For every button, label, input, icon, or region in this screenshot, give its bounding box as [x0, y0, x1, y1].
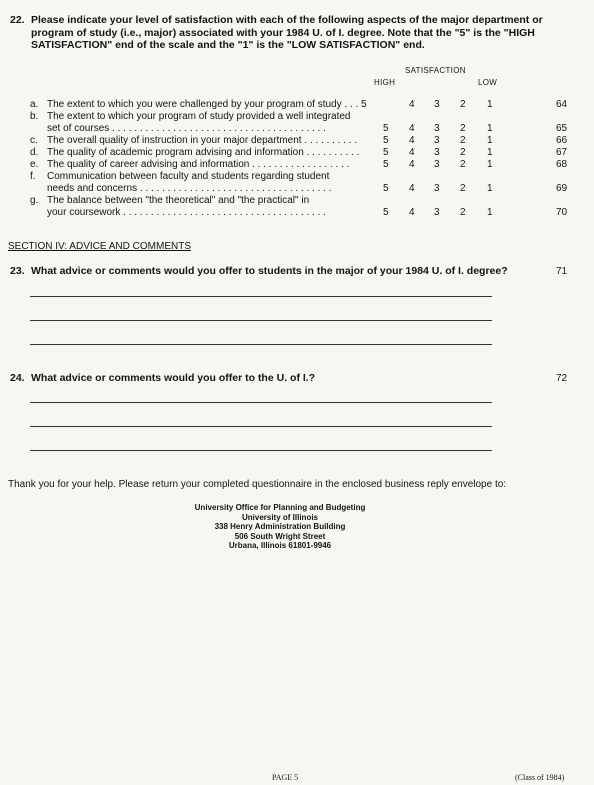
- question-24-number: 24.: [10, 372, 25, 384]
- rating-option-1[interactable]: 1: [487, 159, 493, 170]
- thank-you-text: Thank you for your help. Please return your completed questionnaire in the enclosed business reply envelope to:: [8, 479, 507, 490]
- address-line: 506 South Wright Street: [234, 531, 326, 541]
- item-text: The quality of academic program advising and information . . . . . . . . . .: [47, 147, 360, 158]
- question-24-text: What advice or comments would you offer to the U. of I.?: [31, 372, 316, 384]
- rating-item-g: [0, 195, 594, 206]
- rating-option-4[interactable]: 4: [409, 159, 415, 170]
- item-text: The extent to which you were challenged by your program of study . . . 5: [47, 99, 367, 110]
- item-text: The quality of career advising and information . . . . . . . . . . . . . . . . . .: [47, 159, 350, 170]
- scale-title: SATISFACTION: [405, 66, 466, 75]
- item-letter: e.: [30, 159, 39, 170]
- rating-option-2[interactable]: 2: [460, 159, 466, 170]
- item-text: The extent to which your program of study provided a well integrated: [47, 111, 351, 122]
- address-line: University of Illinois: [241, 512, 318, 522]
- column-code: 67: [556, 147, 568, 158]
- rating-item-b: [0, 111, 594, 122]
- item-letter: g.: [30, 195, 39, 206]
- address-line: Urbana, Illinois 61801-9946: [228, 541, 332, 550]
- question-23-number: 23.: [10, 265, 25, 277]
- item-text: set of courses . . . . . . . . . . . . . . . . . . . . . . . . . . . . . . . . . . . . . . .: [47, 123, 326, 134]
- rating-option-2[interactable]: 2: [460, 99, 466, 110]
- rating-option-3[interactable]: 3: [434, 135, 440, 146]
- rating-option-5[interactable]: 5: [383, 159, 389, 170]
- rating-item-d: [0, 147, 594, 158]
- answer-line-24-2[interactable]: [30, 426, 492, 427]
- rating-option-2[interactable]: 2: [460, 123, 466, 134]
- rating-option-4[interactable]: 4: [409, 183, 415, 194]
- rating-option-1[interactable]: 1: [487, 123, 493, 134]
- rating-option-2[interactable]: 2: [460, 135, 466, 146]
- return-address: [180, 503, 380, 551]
- rating-option-3[interactable]: 3: [434, 207, 440, 218]
- address-line: University Office for Planning and Budgeting: [194, 503, 366, 512]
- rating-item-e: [0, 159, 594, 170]
- item-letter: f.: [30, 171, 36, 182]
- item-letter: b.: [30, 111, 39, 122]
- question-number: 22.: [10, 14, 25, 26]
- rating-option-4[interactable]: 4: [409, 147, 415, 158]
- answer-line-23-3[interactable]: [30, 344, 492, 345]
- rating-item-f: [0, 171, 594, 182]
- answer-line-24-1[interactable]: [30, 402, 492, 403]
- section-heading: SECTION IV: ADVICE AND COMMENTS: [8, 241, 191, 252]
- question-23-text: What advice or comments would you offer to students in the major of your 1984 U. of I. degree?: [31, 265, 508, 277]
- answer-line-23-2[interactable]: [30, 320, 492, 321]
- column-code: 68: [556, 159, 568, 170]
- item-letter: a.: [30, 99, 39, 110]
- rating-option-1[interactable]: 1: [487, 183, 493, 194]
- rating-option-3[interactable]: 3: [434, 183, 440, 194]
- column-code: 71: [556, 266, 568, 277]
- column-code: 64: [556, 99, 568, 110]
- rating-option-4[interactable]: 4: [409, 99, 415, 110]
- rating-option-3[interactable]: 3: [434, 159, 440, 170]
- answer-line-24-3[interactable]: [30, 450, 492, 451]
- scale-low-label: LOW: [478, 78, 498, 87]
- question-22: [10, 14, 570, 52]
- item-letter: d.: [30, 147, 39, 158]
- scale-high-label: HIGH: [374, 78, 396, 87]
- rating-option-4[interactable]: 4: [409, 135, 415, 146]
- page-number: PAGE 5: [272, 773, 299, 782]
- rating-option-1[interactable]: 1: [487, 207, 493, 218]
- item-letter: c.: [30, 135, 38, 146]
- rating-option-5[interactable]: 5: [383, 207, 389, 218]
- column-code: 66: [556, 135, 568, 146]
- rating-option-3[interactable]: 3: [434, 99, 440, 110]
- column-code: 69: [556, 183, 568, 194]
- rating-option-5[interactable]: 5: [383, 135, 389, 146]
- rating-item-f-cont: [0, 183, 594, 194]
- item-text: your coursework . . . . . . . . . . . . . . . . . . . . . . . . . . . . . . . . . . . . .: [47, 207, 326, 218]
- question-text: Please indicate your level of satisfaction with each of the following aspects of the major department or program of study (i.e., major) associated with your 1984 U. of I. degree. Note that the "5" is the "HIGH SATISFACTION" end of the scale and the "1" is the "LOW SATISFACTION" end.: [31, 14, 543, 51]
- item-text: Communication between faculty and students regarding student: [47, 171, 330, 182]
- rating-option-4[interactable]: 4: [409, 123, 415, 134]
- column-code: 70: [556, 207, 568, 218]
- rating-option-1[interactable]: 1: [487, 147, 493, 158]
- column-code: 72: [556, 373, 568, 384]
- rating-option-5[interactable]: 5: [383, 183, 389, 194]
- rating-option-2[interactable]: 2: [460, 207, 466, 218]
- rating-item-c: [0, 135, 594, 146]
- rating-option-1[interactable]: 1: [487, 99, 493, 110]
- item-text: needs and concerns . . . . . . . . . . . . . . . . . . . . . . . . . . . . . . . . . . .: [47, 183, 332, 194]
- item-text: The overall quality of instruction in your major department . . . . . . . . . .: [47, 135, 358, 146]
- rating-option-5[interactable]: 5: [383, 123, 389, 134]
- rating-option-2[interactable]: 2: [460, 147, 466, 158]
- rating-option-1[interactable]: 1: [487, 135, 493, 146]
- rating-option-3[interactable]: 3: [434, 123, 440, 134]
- rating-option-5[interactable]: 5: [383, 147, 389, 158]
- column-code: 65: [556, 123, 568, 134]
- rating-item-a: [0, 99, 594, 110]
- class-label: (Class of 1984): [515, 773, 565, 782]
- item-text: The balance between "the theoretical" and "the practical" in: [47, 195, 310, 206]
- rating-item-g-cont: [0, 207, 594, 218]
- rating-option-2[interactable]: 2: [460, 183, 466, 194]
- rating-item-b-cont: [0, 123, 594, 134]
- rating-option-3[interactable]: 3: [434, 147, 440, 158]
- rating-option-4[interactable]: 4: [409, 207, 415, 218]
- address-line: 338 Henry Administration Building: [214, 522, 346, 531]
- answer-line-23-1[interactable]: [30, 296, 492, 297]
